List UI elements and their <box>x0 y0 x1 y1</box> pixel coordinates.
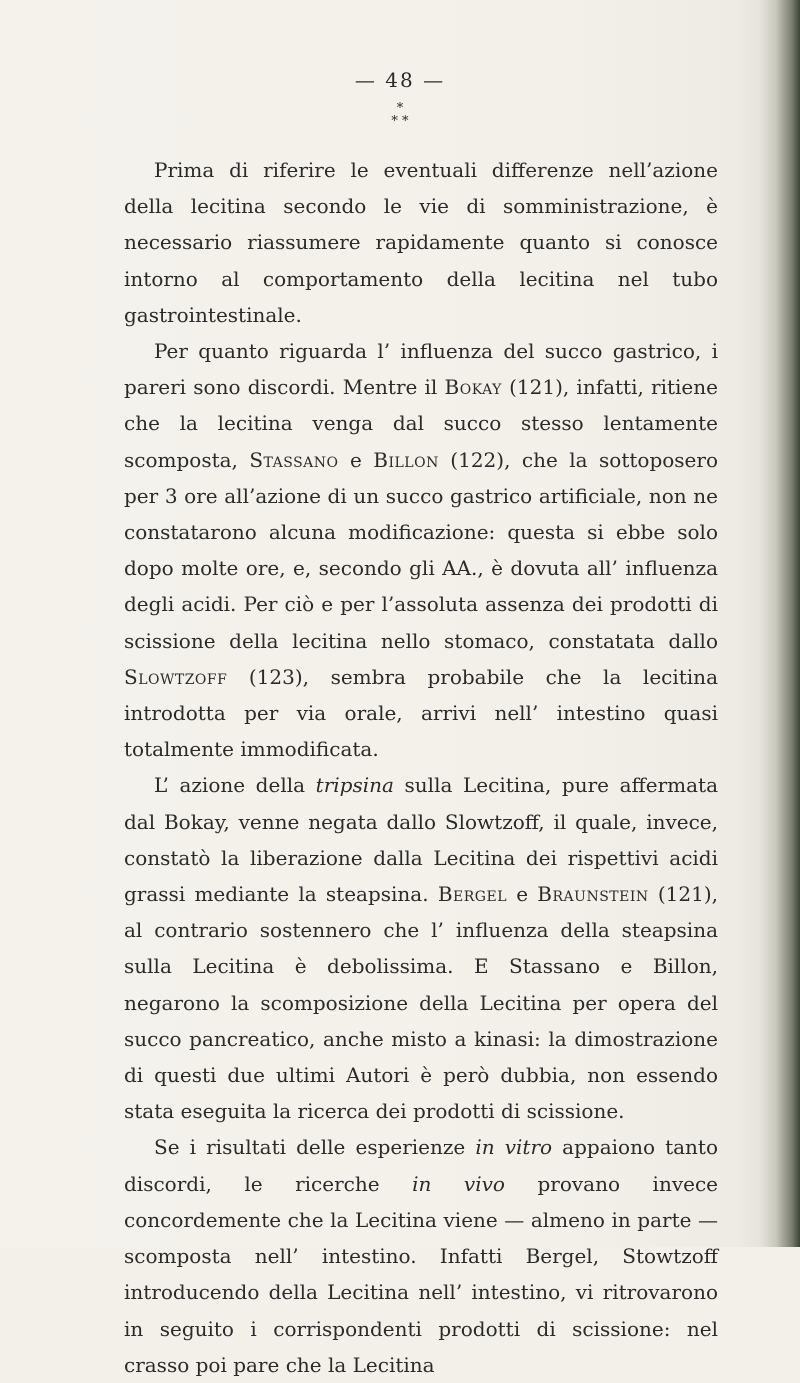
text-run: Per quanto riguarda l’ influenza del succo gastrico, i pareri sono discordi. Mentre il <box>124 339 718 400</box>
author-name: Bokay <box>444 375 502 400</box>
body-text <box>124 152 718 1383</box>
author-name: Slowtzoff <box>124 664 228 689</box>
text-run: Se i risultati delle esperienze <box>154 1135 476 1160</box>
text-run: (122), che la sottoposero per 3 ore all’azione di un succo gastrico artificiale, non ne constatarono alcuna modificazione: questa si ebbe solo dopo molte ore, e, secondo gli AA., è dovuta all’ influenza degli acidi. Per ciò e per l’assoluta assenza dei prodotti di scissione della lecitina nello stomaco, constatata dallo <box>124 447 718 653</box>
asterism-top: * <box>396 101 404 116</box>
text-run: e <box>507 882 538 907</box>
page-number: — 48 — <box>354 68 446 92</box>
text-run: (121), al contrario sostennero che l’ influenza della steapsina sulla Lecitina è debolissima. E Stassano e Billon, negarono la scomposizione della Lecitina per opera del succo pancreatico, anche misto a kinasi: la dimostrazione di questi due ultimi Autori è però dubbia, non essendo stata eseguita la ricerca dei prodotti di scissione. <box>124 882 718 1124</box>
asterism-bottom: * * <box>391 114 409 129</box>
text-run: L’ azione della <box>154 773 316 798</box>
author-name: Stassano <box>249 447 339 472</box>
italic-term: tripsina <box>315 773 394 798</box>
paragraph-1 <box>124 152 718 333</box>
page-edge-shadow <box>760 0 800 1247</box>
text-run: e <box>338 447 374 472</box>
italic-term: in vitro <box>475 1135 553 1160</box>
author-name: Billon <box>373 447 439 472</box>
asterism-divider <box>0 102 800 128</box>
paragraph-4 <box>124 1129 718 1382</box>
text-run: provano invece concordemente che la Lecitina viene — almeno in parte — scomposta nell’ intestino. Infatti Bergel, Stowtzoff introducendo della Lecitina nell’ intestino, vi ritrovarono in seguito i corrispondenti prodotti di scissione: nel crasso poi pare che la Lecitina <box>124 1171 718 1377</box>
text-run: sulla Lecitina, pure affermata dal Bokay, venne negata dallo Slowtzoff, il quale, invece, constatò la liberazione dalla Lecitina dei rispettivi acidi grassi mediante la steapsina. <box>124 773 719 907</box>
italic-term: in vivo <box>412 1171 505 1196</box>
text-run: Prima di riferire le eventuali differenze nell’azione della lecitina secondo le vie di somministrazione, è necessario riassumere rapidamente quanto si conosce intorno al comportamento della lecitina nel tubo gastrointestinale. <box>124 158 718 327</box>
text-run: appaiono tanto discordi, le ricerche <box>124 1135 719 1196</box>
text-run: (121), infatti, ritiene che la lecitina venga dal succo stesso lentamente scomposta, <box>124 375 718 472</box>
text-run: (123), sembra probabile che la lecitina introdotta per via orale, arrivi nell’ intestino quasi totalmente immodificata. <box>124 664 718 762</box>
paragraph-2 <box>124 333 718 767</box>
author-name: Braunstein <box>537 882 649 907</box>
author-name: Bergel <box>437 882 507 907</box>
paragraph-3 <box>124 767 718 1129</box>
